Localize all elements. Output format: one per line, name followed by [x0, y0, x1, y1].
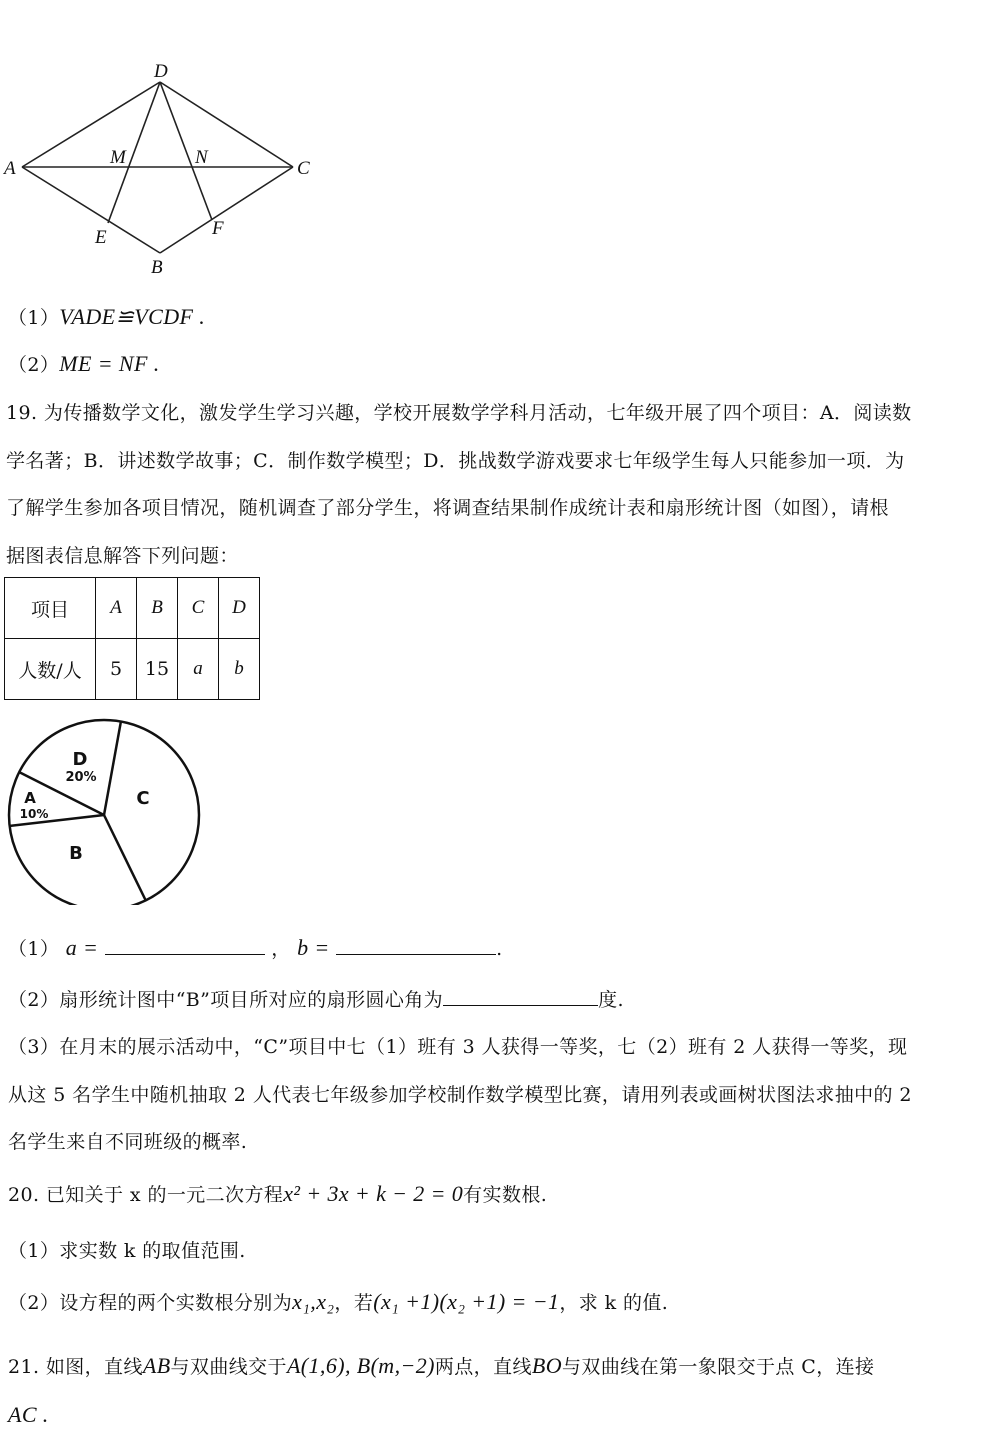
q19-sub1: （1） a = ， b = . [8, 935, 503, 960]
table-cell: b [219, 639, 260, 700]
quadrilateral-figure [0, 55, 330, 280]
q18-item-1: （1）VADE≌VCDF . [8, 304, 206, 329]
table-cell: 5 [96, 639, 137, 700]
table-row [5, 578, 260, 639]
label-D: D [154, 61, 168, 82]
q20-sub2: （2）设方程的两个实数根分别为x₁,x₂，若(x₁ +1)(x₂ +1) = −1，求 k 的值. [8, 1289, 669, 1314]
pie-label-A: A [24, 789, 36, 807]
table-cell: 人数/人 [5, 639, 96, 700]
table-cell: D [219, 578, 260, 639]
q21-line-2: AC . [8, 1402, 49, 1427]
label-A: A [4, 158, 16, 179]
q19-sub3-line-3: 名学生来自不同班级的概率. [8, 1131, 248, 1153]
pie-pct-A: 10% [19, 807, 49, 821]
q19-sub2: （2）扇形统计图中“B”项目所对应的扇形圆心角为 度. [8, 989, 624, 1011]
label-M: M [110, 147, 126, 168]
q19-sub3-line-1: （3）在月末的展示活动中，“C”项目中七（1）班有 3 人获得一等奖，七（2）班有 2 人获得一等奖，现 [8, 1036, 908, 1058]
q20-sub1: （1）求实数 k 的取值范围. [8, 1240, 246, 1262]
q19-line-3: 了解学生参加各项目情况，随机调查了部分学生，将调查结果制作成统计表和扇形统计图（如图），请根 [6, 497, 889, 519]
pie-label-D: D [72, 749, 88, 770]
pie-label-B: B [69, 843, 83, 864]
table-cell: 15 [137, 639, 178, 700]
table-cell: A [96, 578, 137, 639]
label-E: E [95, 227, 107, 248]
q21-stem: 21. 如图，直线AB与双曲线交于A(1,6), B(m,−2)两点，直线BO与双曲线在第一象限交于点 C，连接 [8, 1353, 875, 1378]
q19-line-4: 据图表信息解答下列问题： [6, 545, 239, 567]
q18-item-2: （2）ME = NF . [8, 351, 160, 376]
stats-table [4, 577, 260, 700]
table-cell: 项目 [5, 578, 96, 639]
label-N: N [195, 147, 208, 168]
pie-label-C: C [136, 788, 150, 809]
table-cell: B [137, 578, 178, 639]
q19-line-1: 19. 为传播数学文化，激发学生学习兴趣，学校开展数学学科月活动，七年级开展了四个项目：A．阅读数 [6, 402, 912, 424]
pie-pct-D: 20% [65, 770, 97, 785]
label-B: B [151, 257, 163, 278]
label-C: C [297, 158, 310, 179]
q20-stem: 20. 已知关于 x 的一元二次方程x² + 3x + k − 2 = 0有实数根. [8, 1181, 548, 1206]
q19-line-2: 学名著；B．讲述数学故事；C．制作数学模型；D．挑战数学游戏要求七年级学生每人只能参加一项．为 [6, 450, 905, 472]
table-cell: C [178, 578, 219, 639]
label-F: F [212, 218, 224, 239]
q19-sub3-line-2: 从这 5 名学生中随机抽取 2 人代表七年级参加学校制作数学模型比赛，请用列表或画树状图法求抽中的 2 [8, 1084, 912, 1106]
pie-chart [0, 715, 210, 905]
table-row [5, 639, 260, 700]
table-cell: a [178, 639, 219, 700]
